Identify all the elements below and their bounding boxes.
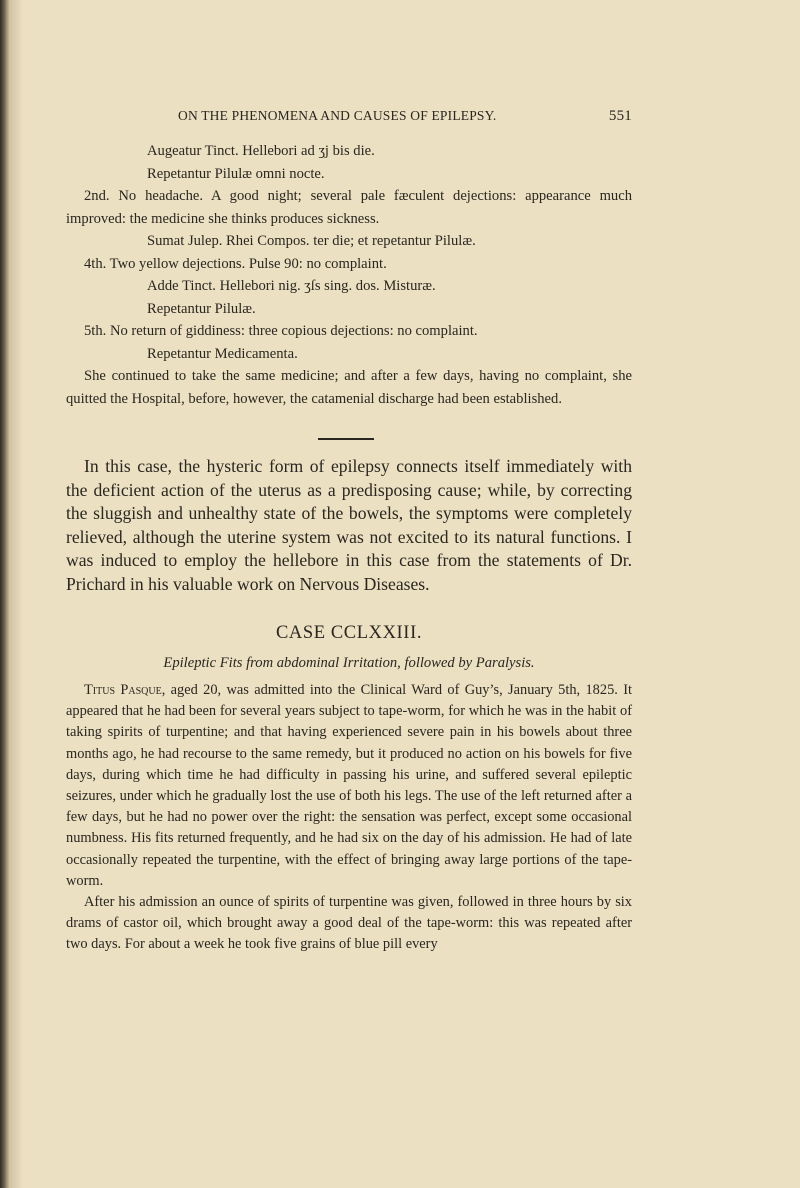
case-notes (66, 140, 632, 410)
prescription-line: Repetantur Pilulæ. (147, 300, 256, 317)
gutter-shadow (9, 0, 23, 1188)
prescription-line: Adde Tinct. Hellebori nig. ʒſs sing. dos. Misturæ. (147, 278, 436, 294)
case-paragraph-text: aged 20, was admitted into the Clinical Ward of Guy’s, January 5th, 1825. It appeared that he had been for several years subject to tape-worm, for which he was in the habit of taking spirits of turpentine; and that having experienced severe pain in his bowels about three months ago, he had recourse to the same remedy, but it produced no action on his bowels for five days, during which time he had difficulty in passing his urine, and suffered several epileptic seizures, under which he gradually lost the use of both his legs. The use of the left returned after a few days, but he had no power over the right: the sensation was perfect, except some occasional numbness. His fits returned frequently, and he had six on the day of his admission. He had of late occasionally repeated the turpentine, with the effect of bringing away large portions of the tape-worm. (66, 682, 632, 889)
prescription-line: Repetantur Pilulæ omni nocte. (147, 165, 325, 182)
commentary-paragraph: In this case, the hysteric form of epilepsy connects itself immediately with the deficient action of the uterus as a predisposing cause; while, by correcting the sluggish and unhealthy state of the bowels, the symptoms were completely relieved, although the uterine system was not excited to its natural functions. I was induced to employ the hellebore in this case from the statements of Dr. Prichard in his valuable work on Nervous Diseases. (66, 456, 632, 594)
page-header (66, 108, 632, 128)
daily-entry: 2nd. No headache. A good night; several pale fæculent dejections: appearance much improved: the medicine she thinks produces sickness. (66, 188, 632, 227)
patient-name: Titus Pasque, (84, 682, 166, 698)
daily-entry: 5th. No return of giddiness: three copious dejections: no complaint. (84, 323, 478, 339)
running-title: ON THE PHENOMENA AND CAUSES OF EPILEPSY. (178, 108, 497, 123)
closing-note: She continued to take the same medicine; and after a few days, having no complaint, she quitted the Hospital, before, however, the catamenial discharge had been established. (66, 368, 632, 407)
prescription-line: Augeatur Tinct. Hellebori ad ʒj bis die. (147, 143, 375, 159)
case-paragraph (66, 680, 632, 892)
book-spine-edge (0, 0, 9, 1188)
commentary-section (66, 455, 632, 597)
section-divider (318, 438, 374, 440)
case-subtitle: Epileptic Fits from abdominal Irritation, followed by Paralysis. (163, 655, 535, 671)
case-body (66, 680, 632, 956)
prescription-line: Sumat Julep. Rhei Compos. ter die; et repetantur Pilulæ. (147, 233, 476, 249)
case-paragraph: After his admission an ounce of spirits of turpentine was given, followed in three hours by six drams of castor oil, which brought away a good deal of the tape-worm: this was repeated after two days. For about a week he took five grains of blue pill every (66, 894, 632, 953)
page-number: 551 (608, 108, 632, 124)
case-title: CASE CCLXXIII. (275, 623, 423, 643)
daily-entry: 4th. Two yellow dejections. Pulse 90: no complaint. (84, 255, 387, 272)
prescription-line: Repetantur Medicamenta. (147, 345, 298, 362)
